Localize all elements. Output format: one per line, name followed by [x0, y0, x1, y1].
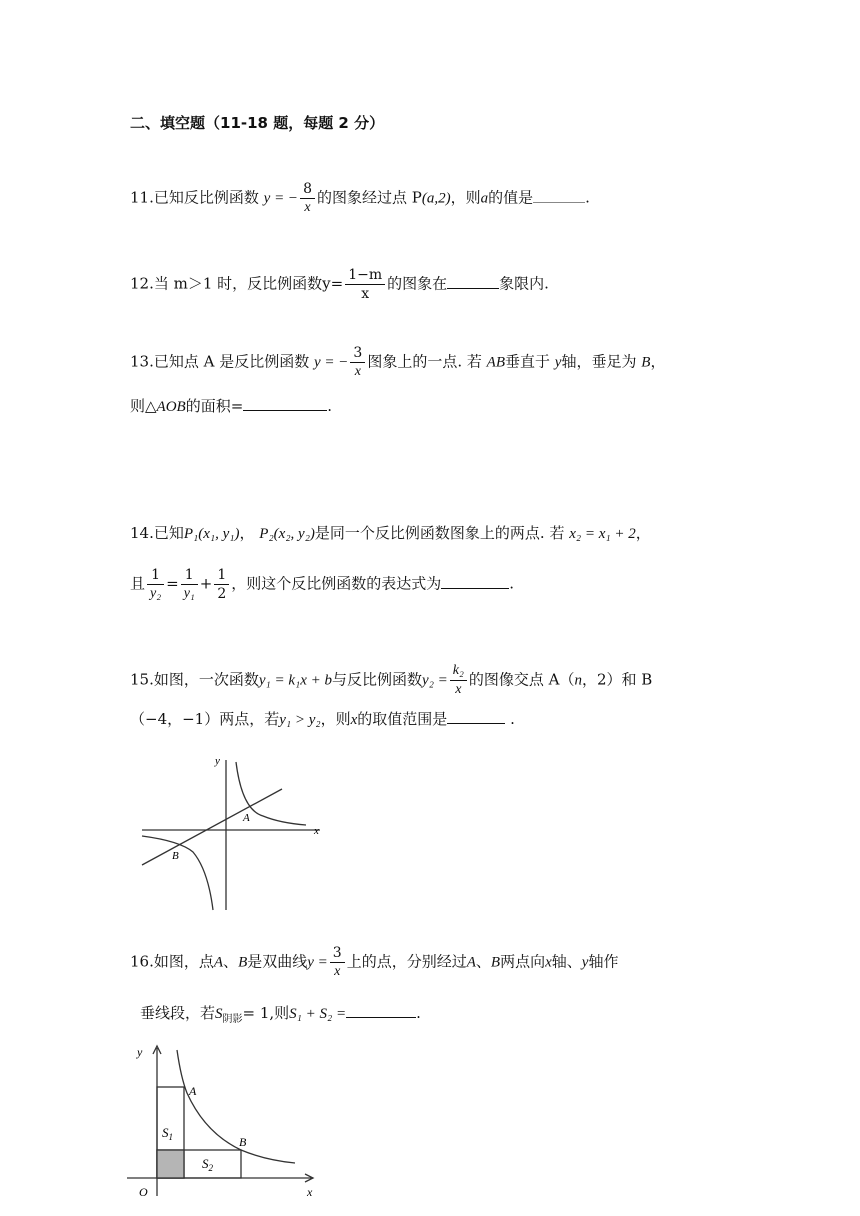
q16-graph	[125, 1038, 325, 1210]
question-15: 15.如图，一次函数y₁ = k₁x + b与反比例函数y₂ = $\frac{\text{k₂}}{x}$ 的图像交点 A（n，2）和 B	[130, 663, 653, 697]
point-a-label: A	[243, 812, 250, 824]
y-axis-label: y	[215, 755, 220, 767]
question-15-line2: （−4，−1）两点，若y₁ > y₂，则x的取值范围是 .	[130, 710, 515, 728]
question-number: 16.	[130, 952, 154, 971]
formula: y = −	[263, 190, 299, 207]
question-14: 14.已知P₁(x₁, y₁)， P₂(x₂, y₂)是同一个反比例函数图象上的两点. 若 x₂ = x₁ + 2，	[130, 524, 651, 542]
question-number: 14.	[130, 524, 154, 542]
fraction: $\frac{1-m}{x}$	[345, 266, 385, 303]
question-number: 12.	[130, 274, 154, 293]
point-a-label: A	[189, 1084, 197, 1098]
origin-label: O	[139, 1185, 148, 1199]
question-number: 13.	[130, 352, 154, 371]
x-axis-label: x	[307, 1185, 313, 1199]
fraction: $\frac{\text{k₂}}{x}$	[450, 662, 467, 699]
fraction: $\frac{1}{2}$	[214, 566, 229, 603]
question-14-line2: 且 $\frac{1}{\text{y₂}}$ = $\frac{1}{\text{y₁}}$ + $\frac{1}{2}$ ，则这个反比例函数的表达式为 .	[130, 567, 515, 602]
answer-blank	[447, 274, 499, 289]
question-12: 12.当 m＞1 时，反比例函数y= $\frac{1-m}{x}$ 的图象在 象限内.	[130, 267, 549, 302]
shaded-region	[157, 1150, 184, 1178]
point-b-label: B	[172, 850, 179, 862]
answer-blank	[346, 1003, 416, 1018]
answer-blank	[447, 709, 505, 724]
hyperbola-curve	[177, 1050, 295, 1163]
fraction: $\frac{1}{\text{y₂}}$	[147, 566, 164, 603]
fraction: $\frac{3}{x}$	[330, 944, 345, 981]
fraction: $\frac{1}{\text{y₁}}$	[181, 566, 198, 603]
linear-function-line	[142, 789, 282, 865]
q15-graph	[138, 750, 338, 915]
question-number: 15.	[130, 670, 154, 689]
question-16-line2: 垂线段，若$S_{阴影}= 1$,则S₁ + S₂ = .	[140, 1004, 421, 1025]
hyperbola-branch-2	[142, 836, 213, 910]
question-11: 11.已知反比例函数 y = − $\frac{8}{x}$ 的图象经过点 P(a,2)，则a的值是 .	[130, 181, 590, 215]
question-16: 16.如图，点A、B是双曲线y = $\frac{3}{x}$ 上的点，分别经过A、B两点向x轴、y轴作	[130, 945, 619, 979]
answer-blank	[441, 574, 509, 589]
formula: y=	[322, 274, 344, 293]
question-13: 13.已知点 A 是反比例函数 y = − $\frac{3}{x}$ 图象上的一点. 若 AB垂直于 y轴，垂足为 B，	[130, 345, 666, 379]
formula: y = −	[314, 354, 349, 371]
point-b-label: B	[239, 1135, 247, 1149]
question-number: 11.	[130, 188, 154, 207]
section-title: 二、填空题（11-18 题，每题 2 分）	[130, 114, 385, 132]
s2-label: $S_2$	[202, 1156, 213, 1173]
answer-blank	[533, 188, 585, 203]
y-axis-label: y	[137, 1045, 143, 1059]
question-13-line2: 则△AOB的面积= .	[130, 397, 333, 415]
x-axis-label: x	[314, 825, 319, 837]
fraction: $\frac{8}{x}$	[300, 180, 315, 217]
s1-label: $S_1$	[162, 1125, 173, 1142]
fraction: $\frac{3}{x}$	[350, 344, 365, 381]
answer-blank	[243, 396, 327, 411]
